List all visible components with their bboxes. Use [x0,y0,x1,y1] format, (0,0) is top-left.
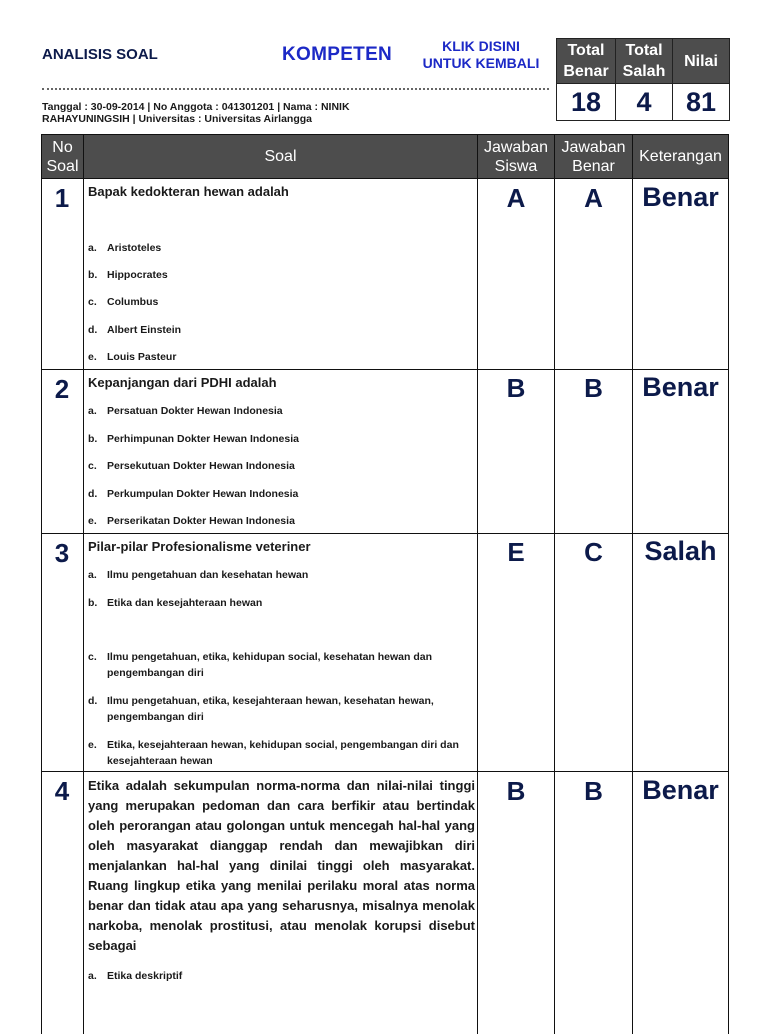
keterangan: Benar [642,372,719,402]
total-benar-value: 18 [556,83,616,121]
total-salah-header [615,38,673,84]
option-d [88,322,473,338]
option-e [88,349,473,365]
jawaban-benar: B [584,373,603,403]
option-text: Perkumpulan Dokter Hewan Indonesia [107,488,299,500]
row-divider [41,771,729,772]
nilai-header [672,38,730,84]
question-table [41,134,729,1034]
option-letter: c. [88,651,97,663]
option-letter: a. [88,405,97,417]
nilai-value: 81 [672,83,730,121]
option-letter: b. [88,597,98,609]
option-text: Etika deskriptif [107,970,183,982]
nilai-label: Nilai [684,52,718,70]
option-text: Columbus [107,296,159,308]
total-benar-label-2: Benar [563,63,609,80]
option-text: Perserikatan Dokter Hewan Indonesia [107,515,295,527]
col-benar-label-2: Benar [572,157,615,175]
jawaban-siswa: A [506,183,526,213]
student-info [42,101,422,125]
option-a [88,567,473,583]
option-c [88,294,473,310]
option-letter: a. [88,970,97,982]
jawaban-benar: B [584,776,603,806]
col-no-label-1: No [52,138,73,156]
back-link[interactable] [410,38,552,72]
page-title: ANALISIS SOAL [42,46,158,63]
option-letter: d. [88,695,98,707]
jawaban-benar: A [584,183,603,213]
student-info-line2: RAHAYUNINGSIH | Universitas : Universitas Airlangga [42,113,312,125]
question-number: 1 [54,183,70,213]
col-siswa-label-1: Jawaban [483,138,549,156]
total-salah-label-2: Salah [622,63,666,80]
option-letter: c. [88,460,97,472]
option-letter: d. [88,488,98,500]
col-no-label-2: Soal [46,157,79,175]
option-d [88,486,473,502]
grid-line [477,178,478,1034]
option-letter: d. [88,324,98,336]
question-text: Bapak kedokteran hewan adalah [88,184,289,199]
grid-line [728,178,729,1034]
col-siswa-label-2: Siswa [494,157,538,175]
jawaban-siswa: B [506,373,526,403]
row-divider [41,369,729,370]
col-header-soal: Soal [83,134,478,179]
total-benar-label-1: Total [567,42,605,59]
option-text: Ilmu pengetahuan, etika, kesejahteraan hewan, kesehatan hewan, [107,695,434,707]
option-letter: b. [88,269,98,281]
option-text: Ilmu pengetahuan dan kesehatan hewan [107,569,309,581]
grid-line [554,178,555,1034]
option-letter: e. [88,351,97,363]
option-b [88,595,473,611]
keterangan: Benar [642,775,719,805]
option-letter: e. [88,739,97,751]
option-text: Persekutuan Dokter Hewan Indonesia [107,460,295,472]
back-link-line2: UNTUK KEMBALI [422,55,540,71]
keterangan: Benar [642,182,719,212]
student-info-line1: Tanggal : 30-09-2014 | No Anggota : 041301201 | Nama : NINIK [42,101,350,113]
question-number: 3 [54,538,70,568]
option-text: Hippocrates [107,269,168,281]
option-text: Aristoteles [107,242,162,254]
option-text-continued: pengembangan diri [107,667,204,679]
option-letter: a. [88,569,97,581]
col-benar-label-1: Jawaban [561,138,626,156]
keterangan: Salah [644,536,717,566]
col-header-jawaban-benar [554,134,633,179]
col-header-jawaban-siswa [477,134,555,179]
option-e [88,513,473,529]
option-text: Ilmu pengetahuan, etika, kehidupan social, kesehatan hewan dan [107,651,433,663]
col-header-keterangan: Keterangan [632,134,729,179]
option-text: Etika dan kesejahteraan hewan [107,597,263,609]
option-text: Louis Pasteur [107,351,177,363]
option-text: Etika, kesejahteraan hewan, kehidupan social, pengembangan diri dan [107,739,459,751]
total-benar-header [556,38,616,84]
option-letter: e. [88,515,97,527]
grid-line [83,178,84,1034]
dotted-divider [42,88,549,90]
option-letter: b. [88,433,98,445]
option-c [88,458,473,474]
grid-line [41,178,42,1034]
option-b [88,431,473,447]
question-text: Kepanjangan dari PDHI adalah [88,375,277,390]
jawaban-siswa: E [507,537,525,567]
question-number: 2 [54,374,70,404]
col-header-no [41,134,84,179]
option-b [88,267,473,283]
option-letter: a. [88,242,97,254]
option-text-continued: pengembangan diri [107,711,204,723]
option-text-continued: kesejahteraan hewan [107,755,213,767]
option-a [88,403,473,419]
option-text: Albert Einstein [107,324,182,336]
option-c [88,649,473,681]
option-d [88,693,473,725]
question-text: Pilar-pilar Profesionalisme veteriner [88,539,311,554]
option-a [88,240,473,256]
jawaban-siswa: B [506,776,526,806]
jawaban-benar: C [584,537,603,567]
back-link-line1: KLIK DISINI [442,38,520,54]
question-text: Etika adalah sekumpulan norma-norma dan nilai-nilai tinggi yang merupakan pedoman dan cara berfikir atau bertindak oleh perorangan atau golongan untuk mencegah hal-hal yang oleh masyarakat dianggap rendah dan mewajibkan diri menjalankan hal-hal yang dinilai tinggi oleh masyarakat. Ruang lingkup etika yang menilai perilaku moral atas norma benar dan tidak atau apa yang seharusnya, misalnya menolak narkoba, menolak prostitusi, atau menolak korupsi disebut sebagai [88,778,475,953]
option-a [88,968,473,984]
option-e [88,737,473,769]
option-text: Perhimpunan Dokter Hewan Indonesia [107,433,299,445]
total-salah-value: 4 [615,83,673,121]
option-text: Persatuan Dokter Hewan Indonesia [107,405,283,417]
option-letter: c. [88,296,97,308]
status-label: KOMPETEN [282,44,393,65]
question-number: 4 [54,776,70,806]
total-salah-label-1: Total [625,42,663,59]
grid-line [632,178,633,1034]
row-divider [41,533,729,534]
